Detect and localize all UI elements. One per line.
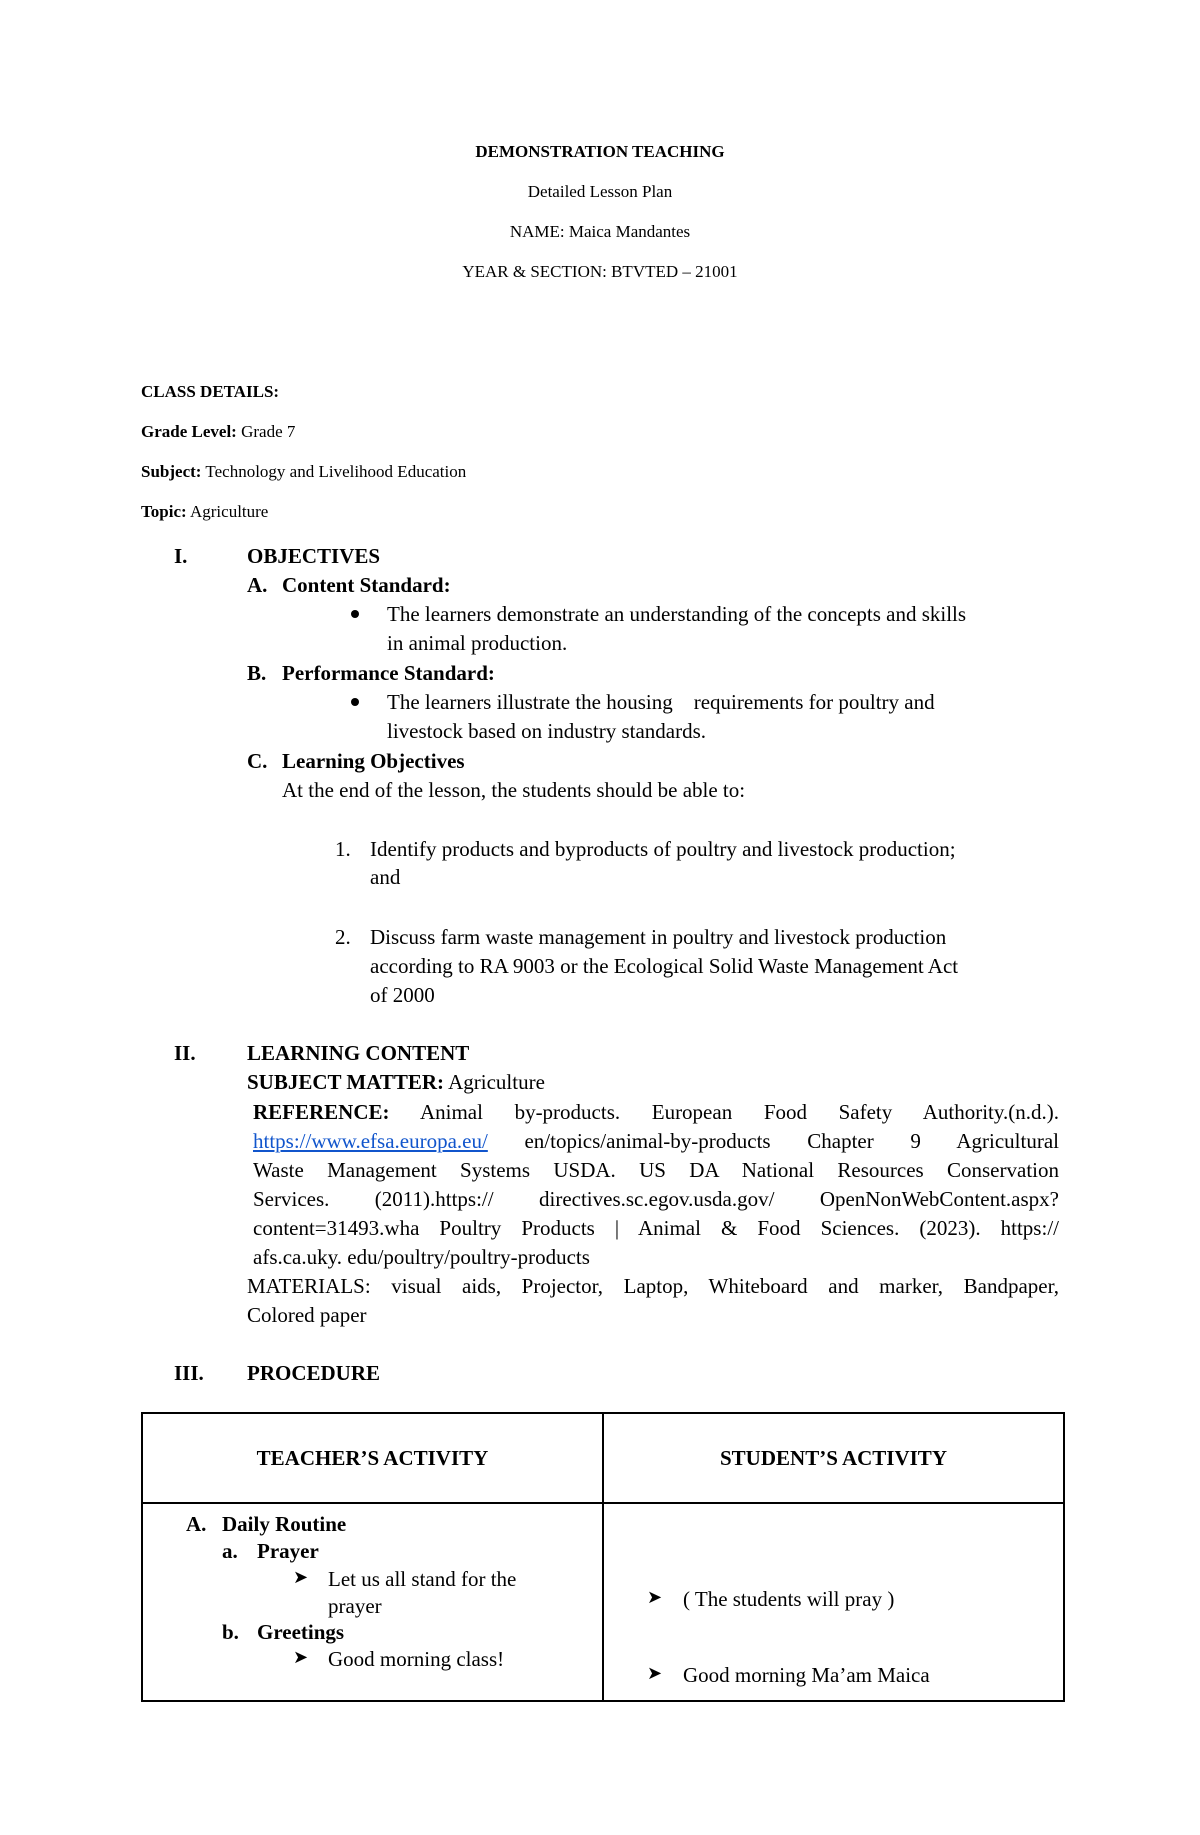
reference-line1 bbox=[253, 1100, 1059, 1125]
subject-matter-value: Agriculture bbox=[448, 1070, 545, 1094]
year-section: YEAR & SECTION: BTVTED – 21001 bbox=[462, 262, 738, 281]
learning-content-heading: LEARNING CONTENT bbox=[247, 1041, 470, 1065]
objectives-numeral: I. bbox=[174, 544, 188, 568]
materials-line2: Colored paper bbox=[247, 1303, 367, 1327]
subject-matter-label: SUBJECT MATTER: bbox=[247, 1070, 445, 1094]
author-name: NAME: Maica Mandantes bbox=[509, 222, 691, 241]
subject-matter-line bbox=[247, 1070, 545, 1095]
efsa-link[interactable]: https://www.efsa.europa.eu/ bbox=[253, 1129, 488, 1153]
performance-standard-letter: B. bbox=[247, 661, 267, 685]
objectives-heading: OBJECTIVES bbox=[247, 544, 381, 568]
table-header-row bbox=[142, 1413, 1064, 1503]
grade-level-line bbox=[141, 422, 295, 442]
document-subtitle: Detailed Lesson Plan bbox=[527, 182, 673, 201]
learning-objectives-heading: Learning Objectives bbox=[282, 749, 465, 773]
class-details-heading: CLASS DETAILS: bbox=[141, 382, 280, 401]
arrow-bullet-icon: ➤ bbox=[293, 1567, 309, 1588]
learning-objectives-intro: At the end of the lesson, the students should be able to: bbox=[282, 778, 746, 802]
subject-value: Technology and Livelihood Education bbox=[205, 462, 467, 481]
student-activity-cell bbox=[603, 1503, 1064, 1701]
student-pray-text: ( The students will pray ) bbox=[683, 1587, 895, 1611]
table-row bbox=[142, 1503, 1064, 1701]
performance-standard-heading: Performance Standard: bbox=[282, 661, 495, 685]
prayer-line1: Let us all stand for the bbox=[328, 1567, 517, 1591]
subject-label: Subject: bbox=[141, 462, 202, 481]
grade-level-value: Grade 7 bbox=[241, 422, 296, 441]
arrow-bullet-icon: ➤ bbox=[647, 1587, 663, 1608]
prayer-title: Prayer bbox=[257, 1539, 319, 1563]
reference-line3: Waste Management Systems USDA. US DA National Resources Conservation bbox=[253, 1158, 1059, 1182]
content-standard-heading: Content Standard: bbox=[282, 573, 451, 597]
greetings-title: Greetings bbox=[257, 1620, 345, 1644]
prayer-letter: a. bbox=[222, 1539, 238, 1563]
materials-line1: MATERIALS: visual aids, Projector, Laptop, Whiteboard and marker, Bandpaper, bbox=[247, 1274, 1059, 1298]
reference-line4: Services. (2011).https:// directives.sc.egov.usda.gov/ OpenNonWebContent.aspx? bbox=[253, 1187, 1059, 1211]
reference-line5: content=31493.wha Poultry Products | Animal & Food Sciences. (2023). https:// bbox=[253, 1216, 1059, 1240]
grade-level-label: Grade Level: bbox=[141, 422, 237, 441]
daily-routine-title: Daily Routine bbox=[222, 1512, 347, 1536]
daily-routine-letter: A. bbox=[186, 1512, 207, 1536]
greetings-letter: b. bbox=[222, 1620, 239, 1644]
bullet-icon bbox=[351, 610, 359, 618]
objective-2-line1: Discuss farm waste management in poultry and livestock production bbox=[370, 925, 947, 949]
teacher-activity-cell bbox=[142, 1503, 603, 1701]
objective-2-number: 2. bbox=[335, 925, 351, 949]
procedure-table bbox=[141, 1412, 1065, 1702]
prayer-line2: prayer bbox=[328, 1594, 382, 1618]
objective-1-line1: Identify products and byproducts of poultry and livestock production; bbox=[370, 837, 956, 861]
learning-content-numeral: II. bbox=[174, 1041, 196, 1065]
content-standard-letter: A. bbox=[247, 573, 268, 597]
reference-label: REFERENCE: bbox=[253, 1100, 390, 1124]
document-title: DEMONSTRATION TEACHING bbox=[475, 142, 725, 161]
student-activity-header: STUDENT’S ACTIVITY bbox=[603, 1413, 1064, 1503]
reference-line6: afs.ca.uky. edu/poultry/poultry-products bbox=[253, 1245, 590, 1269]
reference-text-2: en/topics/animal-by-products Chapter 9 Agricultural bbox=[524, 1129, 1059, 1153]
learning-objectives-letter: C. bbox=[247, 749, 268, 773]
greetings-text: Good morning class! bbox=[328, 1647, 505, 1671]
content-standard-line1: The learners demonstrate an understanding of the concepts and skills bbox=[387, 602, 967, 626]
arrow-bullet-icon: ➤ bbox=[647, 1663, 663, 1684]
performance-standard-line2: livestock based on industry standards. bbox=[387, 719, 707, 743]
student-greet-text: Good morning Ma’am Maica bbox=[683, 1663, 930, 1687]
objective-2-line3: of 2000 bbox=[370, 983, 435, 1007]
bullet-icon bbox=[351, 698, 359, 706]
reference-text-1: Animal by-products. European Food Safety Authority.(n.d.). bbox=[419, 1100, 1059, 1124]
reference-line2 bbox=[253, 1129, 1059, 1154]
topic-label: Topic: bbox=[141, 502, 187, 521]
objective-2-line2: according to RA 9003 or the Ecological Solid Waste Management Act bbox=[370, 954, 959, 978]
subject-line bbox=[141, 462, 466, 482]
topic-line bbox=[141, 502, 268, 522]
topic-value: Agriculture bbox=[189, 502, 269, 521]
teacher-activity-header: TEACHER’S ACTIVITY bbox=[142, 1413, 603, 1503]
objective-1-number: 1. bbox=[335, 837, 351, 861]
procedure-numeral: III. bbox=[174, 1361, 204, 1385]
performance-standard-line1: The learners illustrate the housing requirements for poultry and bbox=[387, 690, 935, 714]
arrow-bullet-icon: ➤ bbox=[293, 1647, 309, 1668]
content-standard-line2: in animal production. bbox=[387, 631, 568, 655]
procedure-heading: PROCEDURE bbox=[247, 1361, 381, 1385]
objective-1-line2: and bbox=[370, 865, 401, 889]
